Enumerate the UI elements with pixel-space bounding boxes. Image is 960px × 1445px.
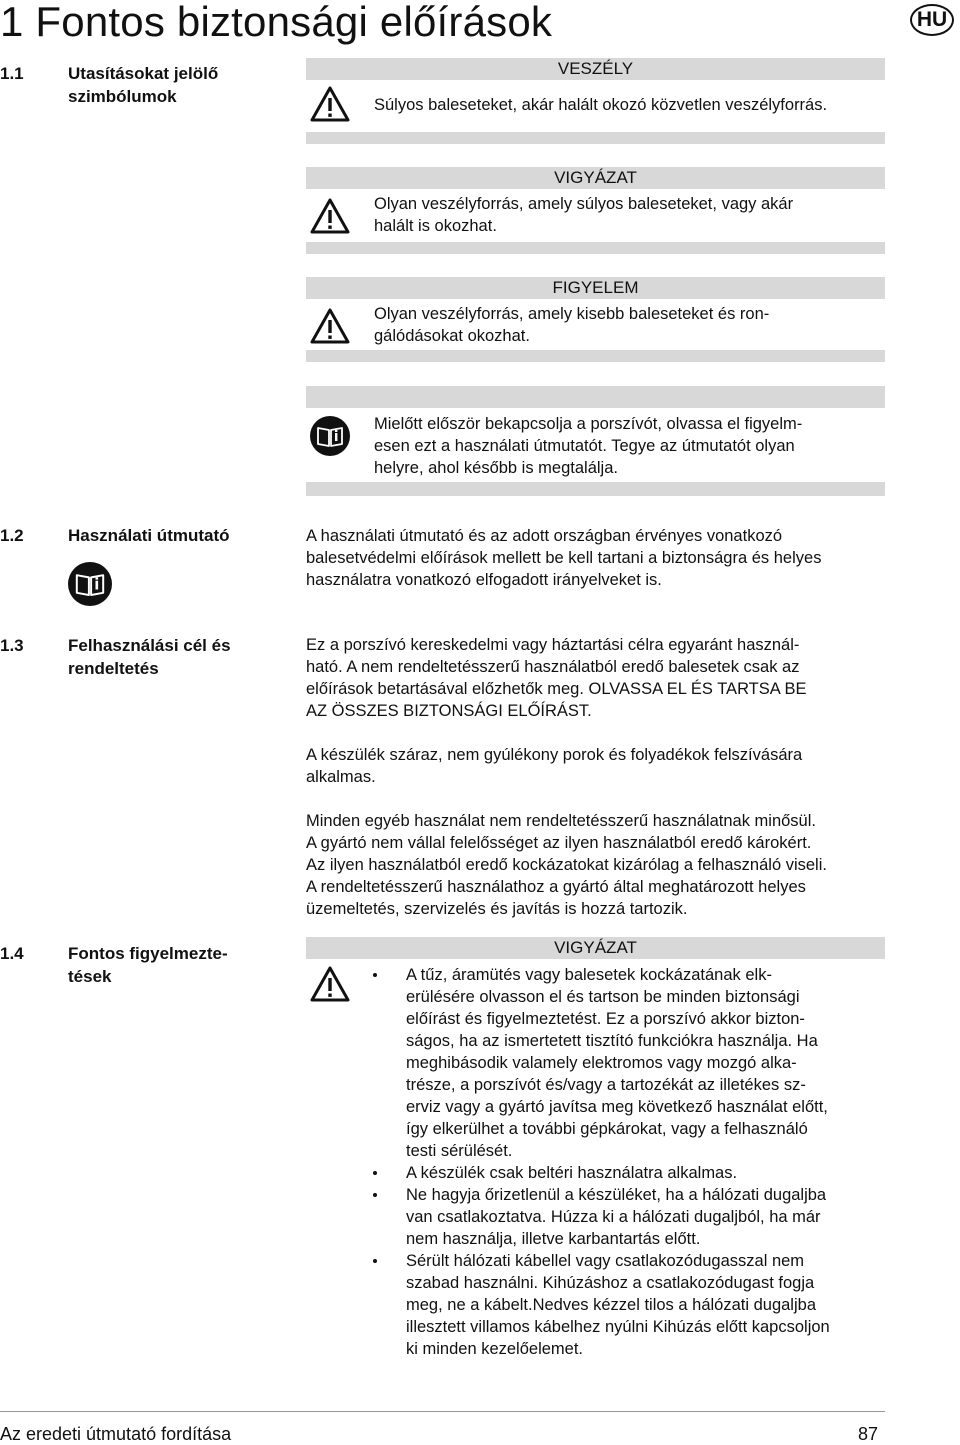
warning-triangle-icon bbox=[310, 86, 350, 122]
caution-box-bottom bbox=[306, 350, 885, 362]
section-number: 1.3 bbox=[0, 636, 24, 655]
caution-text: Olyan veszélyforrás, amely kisebb baleseteket és ron- gálódásokat okozhat. bbox=[374, 305, 770, 345]
section-number: 1.2 bbox=[0, 526, 24, 545]
list-item: Sérült hálózati kábellel vagy csatlakozódugasszal nem szabad használni. Kihúzáshoz a csatlakozódugast fogja meg, ne a kábelt.Nedves kézzel tilos a hálózati dugaljba illesztett villamos kábelhez nyúlni Kihúzás előtt kapcsoljon ki minden kezelőelemet. bbox=[370, 1250, 890, 1360]
suitability-paragraph: A készülék száraz, nem gyúlékony porok és folyadékok felszívására alkalmas. bbox=[306, 746, 803, 786]
footer-text: Az eredeti útmutató fordítása bbox=[0, 1424, 232, 1444]
warning-label: VIGYÁZAT bbox=[306, 167, 885, 189]
manual-paragraph: A használati útmutató és az adott országban érvényes vonatkozó balesetvédelmi előírások mellett be kell tartani a biztonságra és helyes használatra vonatkozó elfogadott irányelveket is. bbox=[306, 527, 822, 589]
intended-use-paragraph: Ez a porszívó kereskedelmi vagy háztartási célra egyaránt használ- ható. A nem rendeltetésszerű használatból eredő balesetek csak az előírások betartásával előzhetők meg. OLVASSA EL ÉS TARTSA BE AZ ÖSSZES BIZTONSÁGI ELŐÍRÁST. bbox=[306, 636, 807, 720]
list-item: A tűz, áramütés vagy balesetek kockázatának elk- erülésére olvasson el és tartson be minden biztonsági előírást és figyelmeztetést. Ez a porszívó akkor bizton- ságos, ha az ismertetett tisztító funkciókra használja. Ha meghibásodik valamely elektromos vagy mozgó alka- trésze, a porszívót és/vagy a tartozékát az illetékes sz- erviz vagy a gyártó javítsa meg következő használat előtt, így elkerülhet a további gépkárokat, vagy a felhasználó testi sérülését. bbox=[370, 964, 890, 1162]
note-text: Mielőtt először bekapcsolja a porszívót, olvassa el figyelm- esen ezt a használati útmutatót. Tegye az útmutatót olyan helyre, ahol később is megtalálja. bbox=[374, 415, 803, 477]
page-title: 1 Fontos biztonsági előírások bbox=[0, 0, 553, 45]
page-number: 87 bbox=[858, 1424, 879, 1444]
safety-warnings-list bbox=[370, 964, 890, 1360]
danger-box-bottom bbox=[306, 132, 885, 144]
warning-text: Olyan veszélyforrás, amely súlyos baleseteket, vagy akár halált is okozhat. bbox=[374, 195, 794, 235]
note-box-top bbox=[306, 386, 885, 408]
section-title: Használati útmutató bbox=[68, 526, 230, 545]
read-manual-icon bbox=[310, 416, 350, 456]
warning-box-bottom bbox=[306, 242, 885, 254]
warning-triangle-icon bbox=[310, 308, 350, 344]
read-manual-icon bbox=[68, 562, 112, 606]
footer-divider bbox=[0, 1411, 885, 1412]
note-box-bottom bbox=[306, 482, 885, 496]
danger-label: VESZÉLY bbox=[306, 58, 885, 80]
section-number: 1.4 bbox=[0, 944, 24, 963]
list-item: A készülék csak beltéri használatra alkalmas. bbox=[370, 1162, 890, 1184]
section-number: 1.1 bbox=[0, 64, 24, 83]
danger-text: Súlyos baleseteket, akár halált okozó közvetlen veszélyforrás. bbox=[374, 96, 828, 114]
warning-triangle-icon bbox=[310, 198, 350, 234]
section-title: Fontos figyelmezte- tések bbox=[68, 944, 228, 986]
list-item: Ne hagyja őrizetlenül a készüléket, ha a hálózati dugaljba van csatlakoztatva. Húzza ki a hálózati dugaljból, ha már nem használja, illetve karbantartás előtt. bbox=[370, 1184, 890, 1250]
language-badge: HU bbox=[910, 4, 954, 36]
warning-triangle-icon bbox=[310, 966, 350, 1002]
warning-label: VIGYÁZAT bbox=[306, 937, 885, 959]
section-title: Utasításokat jelölő szimbólumok bbox=[68, 64, 219, 106]
caution-label: FIGYELEM bbox=[306, 277, 885, 299]
liability-paragraph: Minden egyéb használat nem rendeltetésszerű használatnak minősül. A gyártó nem vállal felelősséget az ilyen használatból eredő károkért. Az ilyen használatból eredő kockázatokat kizárólag a felhasználó viseli. A rendeltetésszerű használathoz a gyártó által meghatározott helyes üzemeltetés, szervizelés és javítás is hozzá tartozik. bbox=[306, 812, 827, 918]
section-title: Felhasználási cél és rendeltetés bbox=[68, 636, 231, 678]
